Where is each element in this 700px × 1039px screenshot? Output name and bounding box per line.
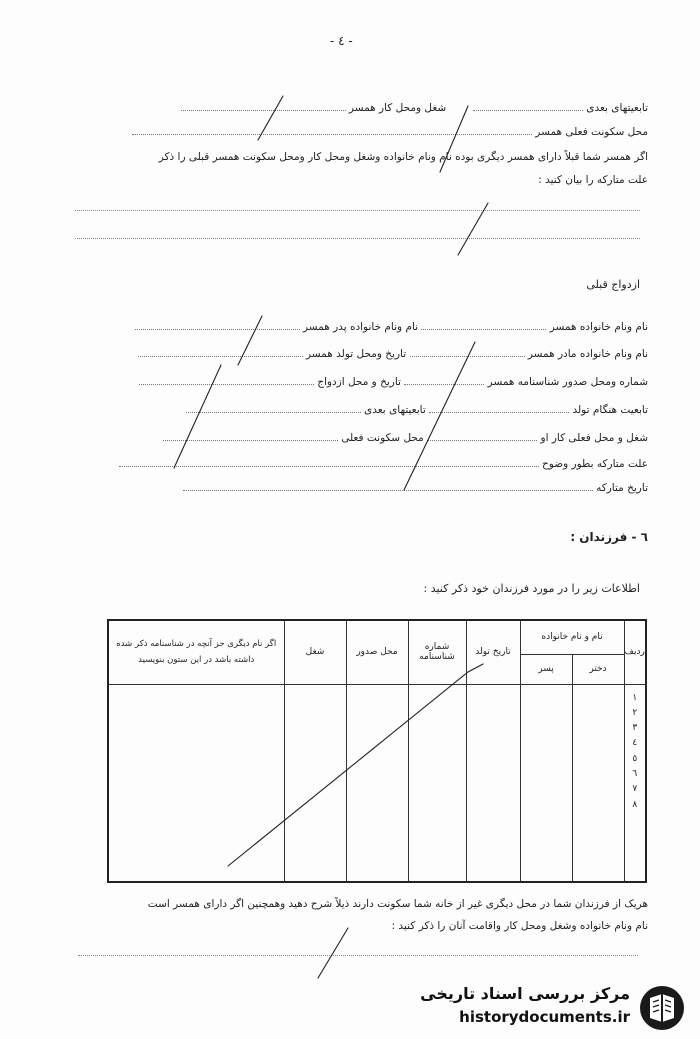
col-row: ردیف (624, 620, 646, 684)
next-nationalities-row (181, 102, 648, 114)
pm-spouse-name-field[interactable] (421, 321, 546, 330)
col-issue: محل صدور (346, 620, 408, 684)
pm-row-4 (186, 404, 648, 416)
pm-birth-nationality-field[interactable] (429, 404, 569, 413)
spouse-occupation-field[interactable] (181, 102, 346, 111)
pm-row-2 (138, 348, 648, 360)
cell-other-name[interactable] (108, 684, 284, 882)
previous-marriage-heading: ازدواج قبلی (586, 278, 640, 291)
pm-reason-row (119, 458, 648, 470)
pm-birth-field[interactable] (138, 348, 303, 357)
pm-reason-field[interactable] (119, 458, 539, 467)
watermark (418, 982, 690, 1034)
pm-workplace-field[interactable] (427, 432, 537, 441)
cell-daughter[interactable] (572, 684, 624, 882)
pm-father-name-field[interactable] (135, 321, 300, 330)
pm-row-1 (135, 321, 648, 333)
row-numbers: ١ ٢ ٣ ٤ ٥ ٦ ٧ ٨ (624, 684, 646, 882)
pm-mother-name-field[interactable] (410, 348, 525, 357)
cell-idnum[interactable] (408, 684, 466, 882)
next-nationalities-field[interactable] (473, 102, 583, 111)
children-table (107, 619, 647, 883)
pm-date-label: تاریخ متارکه (596, 482, 648, 494)
children-heading: ٦ - فرزندان : (570, 530, 648, 544)
residence-note-2: نام ونام خانواده وشغل ومحل کار واقامت آنان را ذکر کنید : (391, 920, 648, 932)
pm-residence-field[interactable] (163, 432, 338, 441)
pm-residence-label: محل سکونت فعلی (341, 432, 424, 444)
current-residence-label: محل سکونت فعلی همسر (535, 126, 648, 138)
cell-job[interactable] (284, 684, 346, 882)
pm-marriage-field[interactable] (139, 376, 314, 385)
col-birth: تاریخ تولد (466, 620, 520, 684)
pm-workplace-label: شغل و محل فعلی کار او (540, 432, 648, 444)
cell-son[interactable] (520, 684, 572, 882)
col-name: نام و نام خانواده (520, 620, 624, 654)
current-residence-row (132, 126, 648, 138)
answer-line-1[interactable] (75, 210, 640, 211)
pm-next-nationality-label: تابعیتهای بعدی (364, 404, 426, 416)
col-idnum: شماره شناسنامه (408, 620, 466, 684)
watermark-url: historydocuments.ir (459, 1008, 630, 1026)
page-number: - ٤ - (330, 34, 353, 48)
pm-id-label: شماره ومحل صدور شناسنامه همسر (487, 376, 648, 388)
col-daughter: دختر (572, 654, 624, 684)
pm-next-nationality-field[interactable] (186, 404, 361, 413)
current-residence-field[interactable] (132, 126, 532, 135)
pm-row-5 (163, 432, 648, 444)
cell-birth[interactable] (466, 684, 520, 882)
prior-spouse-question: اگر همسر شما قبلاً دارای همسر دیگری بوده نام ونام خانواده وشغل ومحل کار ومحل سکونت همسر قبلی را ذکر (158, 151, 648, 163)
archive-logo-icon (638, 984, 686, 1032)
pm-date-field[interactable] (183, 482, 593, 491)
watermark-title: مرکز بررسی اسناد تاریخی (420, 984, 630, 1003)
pm-father-name-label: نام ونام خانواده پدر همسر (303, 321, 419, 333)
pm-birth-label: تاریخ ومحل تولد همسر (306, 348, 407, 360)
answer-line-2[interactable] (75, 238, 640, 239)
col-job: شغل (284, 620, 346, 684)
pm-birth-nationality-label: تابعیت هنگام تولد (572, 404, 648, 416)
pm-spouse-name-label: نام ونام خانواده همسر (549, 321, 648, 333)
separation-reason-label: علت متارکه را بیان کنید : (538, 174, 648, 186)
residence-answer-line[interactable] (78, 955, 638, 956)
pm-row-3 (139, 376, 648, 388)
residence-note-1: هریک از فرزندان شما در محل دیگری غیر از خانه شما سکونت دارند ذیلاً شرح دهید وهمچنین اگر دارای همسر است (147, 898, 648, 910)
col-son: پسر (520, 654, 572, 684)
cell-issue[interactable] (346, 684, 408, 882)
pm-marriage-label: تاریخ و محل ازدواج (317, 376, 401, 388)
pm-id-field[interactable] (404, 376, 484, 385)
pm-mother-name-label: نام ونام خانواده مادر همسر (527, 348, 648, 360)
children-instruction: اطلاعات زیر را در مورد فرزندان خود ذکر کنید : (423, 582, 640, 595)
pm-reason-label: علت متارکه بطور وضوح (542, 458, 648, 470)
pm-date-row (183, 482, 648, 494)
col-other-name: اگر نام دیگری جز آنچه در شناسنامه ذکر شده داشته باشد در این ستون بنویسید (108, 620, 284, 684)
spouse-occupation-label: شغل ومحل کار همسر (348, 102, 447, 114)
next-nationalities-label: تابعیتهای بعدی (586, 102, 648, 114)
